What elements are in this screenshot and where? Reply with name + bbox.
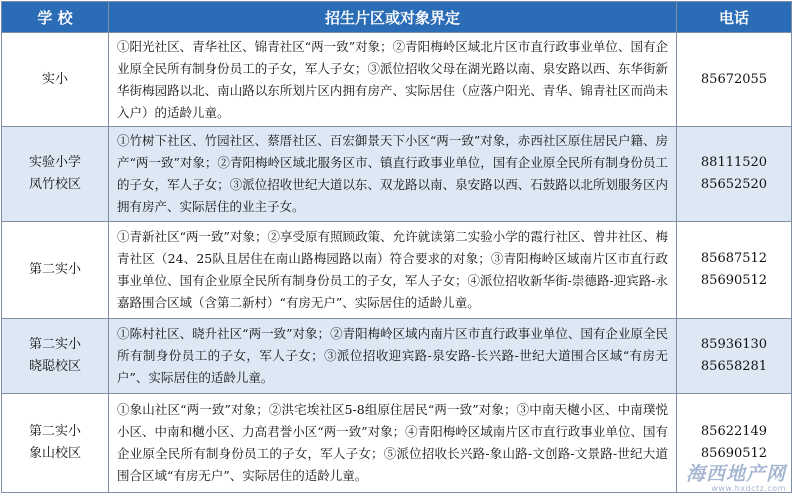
school-name-cell (2, 222, 109, 319)
phone-number: 85690512 (700, 446, 768, 461)
phone-cell (677, 222, 792, 319)
area-description: ①青新社区“两一致”对象；②享受原有照顾政策、允许就读第二实验小学的霞行社区、曾井社区、梅青社区（24、25队且居住在南山路梅园路以南）符合要求的对象；③青阳梅岭区域南片区市直行政事业单位、国有企业原全民所有制身份员工的子女，军人子女；④派位招收新华街-崇德路-迎宾路-永嘉路围合区域（含第二新村）“有房无户”、实际居住的适龄儿童。 (109, 222, 677, 319)
phone-number: 85672055 (700, 71, 768, 87)
table-row (2, 33, 792, 127)
school-name: 第二实小 (28, 262, 81, 277)
header-phone: 电话 (677, 2, 792, 33)
enrollment-table (1, 1, 792, 493)
table-row (2, 127, 792, 222)
table-row (2, 222, 792, 319)
phone-number: 85690512 (700, 273, 768, 288)
table-header-row (2, 2, 792, 33)
header-area: 招生片区或对象界定 (109, 2, 677, 33)
phone-number: 88111520 (700, 155, 768, 170)
phone-cell (677, 127, 792, 222)
phone-number: 85622149 (700, 424, 768, 439)
school-name: 实验小学 (28, 155, 81, 170)
school-name: 第二实小 (28, 337, 81, 352)
phone-cell (677, 33, 792, 127)
area-description: ①阳光社区、青华社区、锦青社区“两一致”对象；②青阳梅岭区域北片区市直行政事业单位、国有企业原全民所有制身份员工的子女，军人子女；③派位招收父母在湖光路以南、泉安路以西、东华街新华街梅园路以北、南山路以东所划片区内拥有房产、实际居住（应落户阳光、青华、锦青社区而尚未入户）的适龄儿童。 (109, 33, 677, 127)
watermark-logo (668, 464, 786, 494)
school-name-cell (2, 127, 109, 222)
watermark-text: 海西地产网 (685, 463, 786, 485)
school-campus: 晓聪校区 (28, 359, 81, 374)
school-name: 第二实小 (28, 424, 81, 439)
phone-number: 85658281 (700, 359, 768, 374)
phone-number: 85687512 (700, 251, 768, 266)
school-campus: 凤竹校区 (28, 177, 81, 192)
phone-cell (677, 319, 792, 394)
watermark-url: www.hxdctz.com (711, 484, 786, 493)
phone-number: 85652520 (700, 177, 768, 192)
school-campus: 象山校区 (28, 446, 81, 461)
school-name-cell (2, 33, 109, 127)
school-name: 实小 (41, 71, 68, 87)
area-description: ①陈村社区、晓升社区“两一致”对象；②青阳梅岭区域内南片区市直行政事业单位、国有企业原全民所有制身份员工的子女，军人子女；③派位招收迎宾路-泉安路-长兴路-世纪大道围合区域“有房无户”、实际居住的适龄儿童。 (109, 319, 677, 394)
school-name-cell (2, 319, 109, 394)
school-name-cell (2, 394, 109, 493)
header-school: 学 校 (2, 2, 109, 33)
area-description: ①竹树下社区、竹园社区、蔡厝社区、百宏御景天下小区“两一致”对象，赤西社区原住居民户籍、房产“两一致”对象；②青阳梅岭区域北服务区市、镇直行政事业单位，国有企业原全民所有制身份员工的子女，军人子女；③派位招收世纪大道以东、双龙路以南、泉安路以西、石鼓路以北所划服务区内拥有房产、实际居住的业主子女。 (109, 127, 677, 222)
phone-number: 85936130 (700, 337, 768, 352)
area-description: ①象山社区“两一致”对象；②洪宅埃社区5-8组原住居民“两一致”对象；③中南天樾小区、中南璞悦小区、中南和樾小区、力高君誉小区“两一致”对象；④青阳梅岭区域南片区市直行政事业单位、国有企业原全民所有制身份员工的子女，军人子女；⑤派位招收长兴路-象山路-文创路-文景路-世纪大道围合区域“有房无户”、实际居住的适龄儿童。 (109, 394, 677, 493)
table-row (2, 319, 792, 394)
